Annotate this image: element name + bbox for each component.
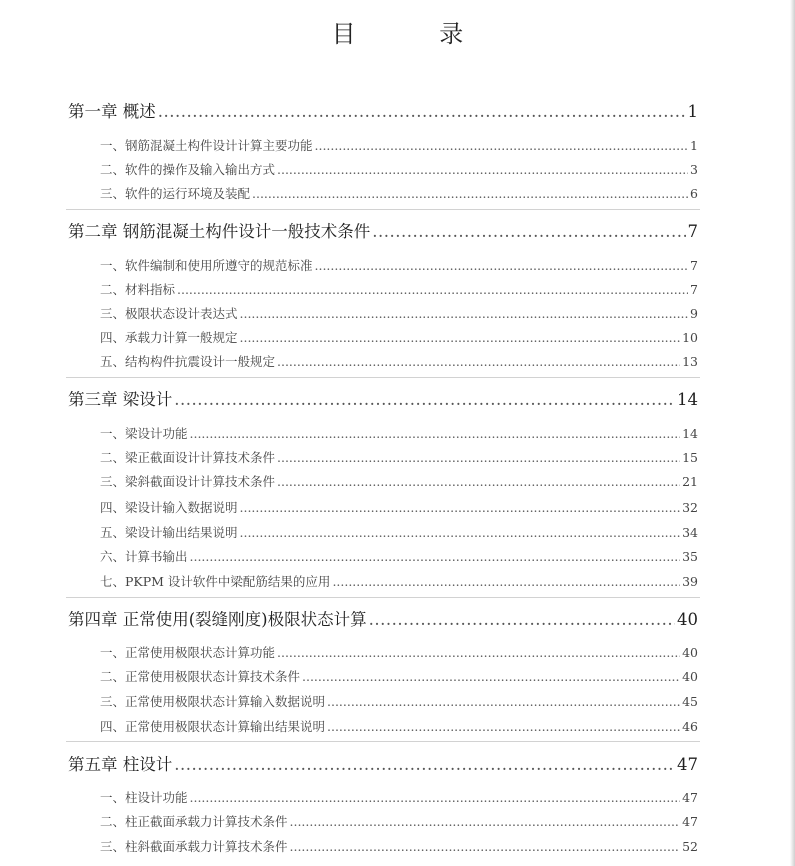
page-number: 14 [682,426,698,441]
section-title: 三、极限状态设计表达式 [100,306,238,321]
page-number: 35 [682,549,698,564]
divider [66,377,700,378]
section-title: 三、软件的运行环境及装配 [100,186,251,201]
toc-section[interactable] [100,812,698,830]
page-number: 7 [690,282,698,297]
dot-leader [369,610,675,629]
dot-leader [158,102,686,121]
toc-chapter-1[interactable] [68,98,698,122]
divider [66,597,700,598]
page-number: 52 [682,839,698,854]
dot-leader [177,282,688,297]
section-title: 一、梁设计功能 [100,426,188,441]
dot-leader [252,186,688,201]
chapter-title: 第四章 正常使用(裂缝刚度)极限状态计算 [68,610,367,629]
toc-chapter-3[interactable] [68,386,698,410]
dot-leader [277,474,680,489]
dot-leader [190,549,681,564]
chapter-title: 第二章 钢筋混凝土构件设计一般技术条件 [68,222,371,241]
section-title: 五、结构构件抗震设计一般规定 [100,354,276,369]
page-number: 1 [687,102,698,121]
toc-section[interactable] [100,136,698,154]
dot-leader [290,839,681,854]
section-title: 三、柱斜截面承载力计算技术条件 [100,839,288,854]
toc-section[interactable] [100,547,698,565]
page-number: 9 [690,306,698,321]
page-number: 40 [682,669,698,684]
section-title: 二、柱正截面承载力计算技术条件 [100,814,288,829]
toc-section[interactable] [100,692,698,710]
dot-leader [277,450,680,465]
page-number: 14 [677,390,698,409]
dot-leader [190,426,681,441]
dot-leader [290,814,681,829]
section-title: 一、软件编制和使用所遵守的规范标准 [100,258,313,273]
page-number: 6 [690,186,698,201]
toc-section[interactable] [100,717,698,735]
dot-leader [327,719,680,734]
page-number: 40 [682,645,698,660]
page-number: 15 [682,450,698,465]
dot-leader [315,258,689,273]
section-title: 二、梁正截面设计计算技术条件 [100,450,276,465]
section-title: 五、梁设计输出结果说明 [100,525,238,540]
dot-leader [240,306,689,321]
chapter-title: 第三章 梁设计 [68,390,173,409]
page-number: 46 [682,719,698,734]
toc-section[interactable] [100,667,698,685]
toc-section[interactable] [100,643,698,661]
dot-leader [372,222,685,241]
toc-section[interactable] [100,498,698,516]
toc-section[interactable] [100,352,698,370]
dot-leader [240,500,681,515]
divider [66,741,700,742]
toc-chapter-4[interactable] [68,606,698,630]
section-title: 一、柱设计功能 [100,790,188,805]
section-title: 六、计算书输出 [100,549,188,564]
page-number: 32 [682,500,698,515]
section-title: 二、材料指标 [100,282,176,297]
toc-section[interactable] [100,788,698,806]
chapter-title: 第一章 概述 [68,102,156,121]
section-title: 七、PKPM 设计软件中梁配筋结果的应用 [100,574,331,589]
dot-leader [277,354,680,369]
section-title: 二、软件的操作及输入输出方式 [100,162,276,177]
dot-leader [332,574,680,589]
page-number: 34 [682,525,698,540]
toc-section[interactable] [100,448,698,466]
page-number: 10 [682,330,698,345]
dot-leader [277,645,680,660]
page-number: 7 [687,222,698,241]
page-number: 13 [682,354,698,369]
toc-section[interactable] [100,256,698,274]
section-title: 一、正常使用极限状态计算功能 [100,645,276,660]
dot-leader [240,525,681,540]
section-title: 三、梁斜截面设计计算技术条件 [100,474,276,489]
section-title: 二、正常使用极限状态计算技术条件 [100,669,301,684]
section-title: 四、梁设计输入数据说明 [100,500,238,515]
toc-section[interactable] [100,184,698,202]
divider [66,209,700,210]
page-number: 47 [682,814,698,829]
toc-chapter-5[interactable] [68,751,698,775]
dot-leader [240,330,681,345]
chapter-title: 第五章 柱设计 [68,755,173,774]
section-title: 四、正常使用极限状态计算输出结果说明 [100,719,326,734]
dot-leader [190,790,681,805]
page-number: 3 [690,162,698,177]
dot-leader [277,162,688,177]
toc-section[interactable] [100,280,698,298]
toc-section[interactable] [100,837,698,855]
page-number: 39 [682,574,698,589]
section-title: 一、钢筋混凝土构件设计计算主要功能 [100,138,313,153]
dot-leader [302,669,680,684]
toc-section[interactable] [100,572,698,590]
section-title: 四、承载力计算一般规定 [100,330,238,345]
dot-leader [315,138,689,153]
toc-chapter-2[interactable] [68,218,698,242]
dot-leader [174,755,675,774]
toc-section[interactable] [100,424,698,442]
toc-section[interactable] [100,523,698,541]
section-title: 三、正常使用极限状态计算输入数据说明 [100,694,326,709]
toc-section[interactable] [100,304,698,322]
page-number: 21 [682,474,698,489]
page-edge-shadow [790,0,795,866]
toc-section[interactable] [100,472,698,490]
page-number: 47 [677,755,698,774]
dot-leader [174,390,675,409]
dot-leader [327,694,680,709]
toc-section[interactable] [100,160,698,178]
toc-section[interactable] [100,328,698,346]
page-number: 40 [677,610,698,629]
page-title: 目 录 [331,20,502,48]
page-number: 47 [682,790,698,805]
page-number: 1 [690,138,698,153]
page-number: 7 [690,258,698,273]
page-number: 45 [682,694,698,709]
